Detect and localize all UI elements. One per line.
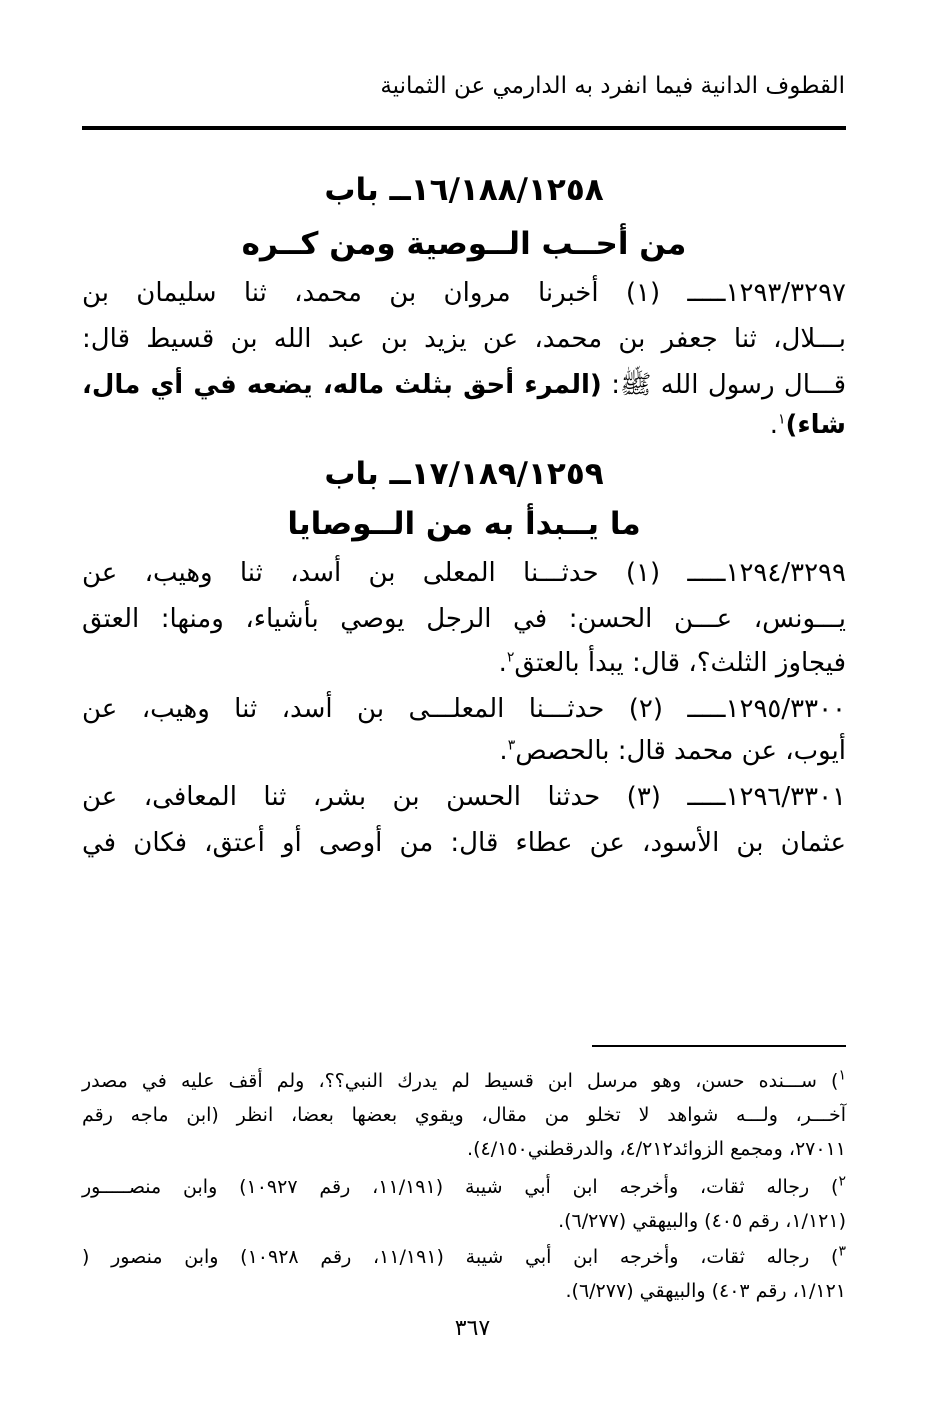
footnote-line: آخـــر، ولـــه شواهد لا تخلو من مقال، ويقوي بعضها بعضا، انظر (ابن ماجه رقم (82, 1104, 846, 1126)
footnote-text: ) رجاله ثقات، وأخرجه ابن أبي شيبة (١١/١٩١، رقم ١٠٩٢٨) وابن منصور ( (82, 1246, 839, 1268)
footnote-line: (١/١٢١، رقم ٤٠٥) والبيهقي (٦/٢٧٧). (558, 1210, 846, 1232)
hadith-line: ١٢٩٤/٣٢٩٩ـــــ (١) حدثـــنا المعلى بن أسد، ثنا وهيب، عن (82, 558, 846, 588)
running-header: القطوف الدانية فيما انفرد به الدارمي عن الثمانية (380, 73, 845, 99)
chapter-heading-number: ١٧/١٨٩/١٢٥٩ــ باب (324, 456, 604, 492)
footnote-divider (592, 1045, 846, 1047)
page-number: ٣٦٧ (454, 1316, 491, 1341)
hadith-line: بـــلال، ثنا جعفر بن محمد، عن يزيد بن عبد الله بن قسيط قال: (82, 324, 846, 354)
footnote-line (82, 1064, 846, 1098)
hadith-text: . (499, 736, 508, 766)
header-divider (82, 126, 846, 130)
hadith-line (82, 402, 846, 448)
footnote-ref: ٣ (507, 737, 516, 754)
hadith-matn: (المرء أحق بثلث ماله، يضعه في أي مال، (82, 370, 602, 400)
hadith-line (82, 728, 846, 774)
chapter-heading-title: ما يــبدأ به من الــوصايا (287, 506, 641, 542)
footnote-mark: ٣ (838, 1243, 846, 1260)
hadith-line: عثمان بن الأسود، عن عطاء قال: من أوصى أو أعتق، فكان في (82, 828, 846, 858)
hadith-line (82, 640, 846, 686)
footnote-mark: ٢ (838, 1173, 846, 1190)
footnote-line (82, 1170, 846, 1204)
chapter-heading-number: ١٦/١٨٨/١٢٥٨ــ باب (324, 172, 604, 208)
hadith-text: فيجاوز الثلث؟، قال: يبدأ بالعتق (514, 648, 846, 678)
hadith-line: ١٢٩٦/٣٣٠١ـــــ (٣) حدثنا الحسن بن بشر، ثنا المعافى، عن (82, 782, 846, 812)
hadith-text: أيوب، عن محمد قال: بالحصص (515, 736, 846, 766)
chapter-heading-title: من أحــب الــوصية ومن كــره (241, 226, 687, 262)
footnote-text: ) رجاله ثقات، وأخرجه ابن أبي شيبة (١١/١٩١، رقم ١٠٩٢٧) وابن منصـــــور (82, 1176, 839, 1198)
hadith-matn: شاء) (785, 410, 846, 440)
footnote-line (82, 1240, 846, 1274)
hadith-line: ١٢٩٥/٣٣٠٠ـــــ (٢) حدثـــنا المعلـــى بن أسد، ثنا وهيب، عن (82, 694, 847, 724)
hadith-line: يـــونس، عـــن الحسن: في الرجل يوصي بأشياء، ومنها: العتق (82, 604, 846, 634)
footnote-line: ١/١٢١، رقم ٤٠٣) والبيهقي (٦/٢٧٧). (565, 1280, 846, 1302)
footnote-text: ) ســـنده حسن، وهو مرسل ابن قسيط لم يدرك النبي؟؟، ولم أقف عليه في مصدر (82, 1070, 839, 1092)
hadith-text: . (769, 410, 778, 440)
footnote-line: ٢٧٠١١، ومجمع الزوائد٤/٢١٢، والدرقطني٤/١٥٠). (467, 1138, 846, 1160)
hadith-line: ١٢٩٣/٣٢٩٧ـــــ (١) أخبرنا مروان بن محمد، ثنا سليمان بن (82, 278, 846, 308)
hadith-text: قـــال رسول الله ﷺ: (601, 370, 846, 400)
footnote-mark: ١ (838, 1067, 846, 1084)
footnote-ref: ٢ (506, 649, 515, 666)
hadith-text: . (498, 648, 507, 678)
footnote-ref: ١ (777, 411, 786, 428)
